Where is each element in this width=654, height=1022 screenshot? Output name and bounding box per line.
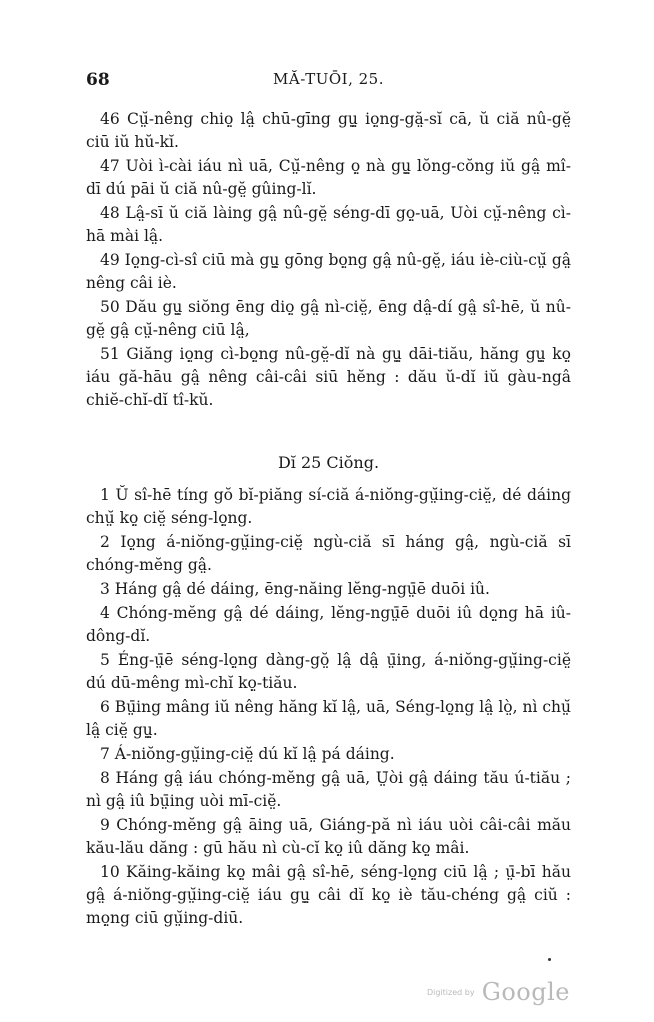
verse: 7 Á-niŏng-gṳ̆ing-ciĕ̤ dú kĭ lâ̤ pá dáing.	[100, 745, 395, 763]
digitized-watermark	[427, 978, 570, 1006]
google-logo: Google	[481, 978, 570, 1006]
chapter-24-verses	[86, 108, 571, 412]
verse: 49 Iọ̤ng-cì-sî ciū mà gṳ̤ gōng bọ̤ng gâ̤ nû-gĕ̤, iáu iè-ciù-cṳ̆ gâ̤ nêng câi iè.	[86, 251, 571, 292]
running-title: MĂ-TUŌI, 25.	[273, 70, 384, 88]
verse: 8 Háng gâ̤ iáu chóng-mĕng gâ̤ uā, Ṳ̄òi gâ̤ dáing tău ú-tiău ; nì gâ̤ iû bṳ̄ing uòi mī-ciĕ̤.	[86, 769, 571, 810]
verse: 6 Bṳ̄ing mâng iŭ nêng hăng kĭ lâ̤, uā, Séng-lọ̤ng lâ̤ lò̤, nì chṳ̆ lâ̤ ciĕ̤ gṳ̤.	[86, 698, 571, 739]
verse: 50 Dău gṳ̤ siŏng ēng diọ̤ gâ̤ nì-ciĕ̤, ēng dâ̤-dí gâ̤ sî-hē, ŭ nû-gĕ̤ gâ̤ cṳ̆-nêng ciū lâ̤,	[86, 298, 571, 339]
chapter-25-verses	[86, 484, 571, 930]
verse: 9 Chóng-mĕng gâ̤ āing uā, Giáng-pă nì iáu uòi câi-câi mău kău-lău dăng : gū hău nì cù-cĭ kọ̤ iû dăng kọ̤ mâi.	[86, 816, 571, 857]
verse: 10 Kăing-kăing kọ̤ mâi gâ̤ sî-hē, séng-lọ̤ng ciū lâ̤ ; ṳ̄-bī hău gâ̤ á-niŏng-gṳ̆ing-ciĕ̤ iáu gṳ̤ câi dĭ kọ̤ iè tău-chéng gâ̤ ciŭ : mọ̤ng ciū gṳ̆ing-diū.	[86, 863, 571, 927]
verse: 5 Éng-ṳ̄ē séng-lọ̤ng dàng-gŏ̤ lâ̤ dâ̤ ṳ̄ing, á-niŏng-gṳ̆ing-ciĕ̤ dú dū-mêng mì-chĭ kọ̤-tiău.	[86, 651, 571, 692]
verse: 4 Chóng-mĕng gâ̤ dé dáing, lĕng-ngṳ̄ē duōi iû dọ̤ng hā iû-dông-dĭ.	[86, 604, 571, 645]
page-header	[86, 70, 571, 96]
verse: 46 Cṳ̆-nêng chiọ̤ lâ̤ chū-gīng gṳ̤ iọ̤ng-gă̤-sĭ cā, ŭ ciă nû-gĕ̤ ciū iŭ hŭ-kĭ.	[86, 110, 571, 151]
verse: 51 Giăng iọ̤ng cì-bọ̤ng nû-gĕ̤-dĭ nà gṳ̤ dāi-tiău, hăng gṳ̤ kọ̤ iáu gă-hāu gâ̤ nêng câi-câi siū hĕng : dău ŭ-dĭ iŭ gàu-ngâ chiĕ-chĭ-dĭ tî-kŭ.	[86, 345, 571, 409]
verse: 48 Lâ̤-sī ŭ ciă làing gâ̤ nû-gĕ̤ séng-dī gọ̤-uā, Uòi cṳ̆-nêng cì-hā mài lâ̤.	[86, 204, 571, 245]
verse: 3 Háng gâ̤ dé dáing, ēng-năing lĕng-ngṳ̄ē duōi iû.	[100, 580, 490, 598]
ink-speck	[548, 958, 551, 961]
page-number: 68	[86, 70, 110, 90]
verse: 2 Iọ̤ng á-niŏng-gṳ̆ing-ciĕ̤ ngù-ciă sī háng gâ̤, ngù-ciă sī chóng-mĕng gâ̤.	[86, 533, 571, 574]
watermark-caption: Digitized by	[426, 987, 475, 997]
chapter-heading: Dĭ 25 Ciŏng.	[277, 453, 380, 472]
verse: 47 Uòi ì-cài iáu nì uā, Cṳ̆-nêng ọ̤ nà gṳ̤ lŏng-cŏng iŭ gâ̤ mî-dī dú pāi ŭ ciă nû-gĕ̤ gûing-lĭ.	[86, 157, 571, 198]
verse: 1 Ŭ sî-hē tíng gŏ bĭ-piăng sí-ciă á-niŏng-gṳ̆ing-ciĕ̤, dé dáing chṳ̆ kọ̤ ciĕ̤ séng-lọ̤ng.	[86, 486, 571, 527]
